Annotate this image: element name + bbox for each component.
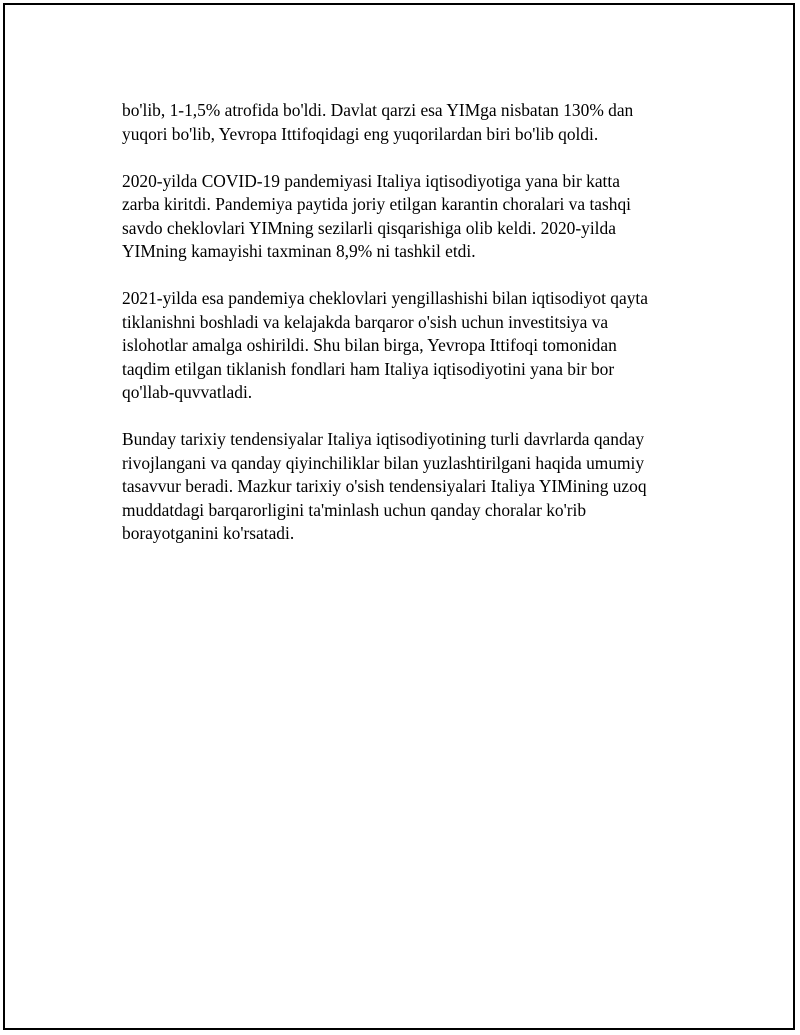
paragraph-covid-2020 [122, 170, 682, 264]
document-body [122, 99, 682, 569]
text-line: YIMning kamayishi taxminan 8,9% ni tashkil etdi. [122, 241, 476, 261]
text-line: borayotganini ko'rsatadi. [122, 523, 295, 543]
paragraph-conclusion [122, 428, 682, 546]
text-line: rivojlangani va qanday qiyinchiliklar bilan yuzlashtirilgani haqida umumiy [122, 452, 645, 473]
text-line: savdo cheklovlari YIMning sezilarli qisqarishiga olib keldi. 2020-yilda [122, 217, 616, 238]
text-line: 2021-yilda esa pandemiya cheklovlari yengillashishi bilan iqtisodiyot qayta [122, 288, 648, 308]
text-line: bo'lib, 1-1,5% atrofida bo'ldi. Davlat qarzi esa YIMga nisbatan 130% dan [122, 100, 634, 120]
text-line: taqdim etilgan tiklanish fondlari ham Italiya iqtisodiyotini yana bir bor [122, 358, 615, 379]
text-line: muddatdagi barqarorligini ta'minlash uchun qanday choralar ko'rib [122, 499, 587, 520]
text-line: 2020-yilda COVID-19 pandemiyasi Italiya iqtisodiyotiga yana bir katta [122, 170, 620, 191]
text-line: tasavvur beradi. Mazkur tarixiy o'sish tendensiyalari Italiya YIMining uzoq [122, 476, 647, 496]
text-line: zarba kiritdi. Pandemiya paytida joriy etilgan karantin choralari va tashqi [122, 194, 631, 214]
text-line: islohotlar amalga oshirildi. Shu bilan birga, Yevropa Ittifoqi tomonidan [122, 335, 617, 355]
text-line: tiklanishni boshladi va kelajakda barqaror o'sish uchun investitsiya va [122, 311, 609, 332]
paragraph-gdp-debt [122, 99, 682, 146]
text-line: Bunday tarixiy tendensiyalar Italiya iqtisodiyotining turli davrlarda qanday [122, 429, 645, 449]
text-line: yuqori bo'lib, Yevropa Ittifoqidagi eng yuqorilardan biri bo'lib qoldi. [122, 123, 599, 144]
paragraph-recovery-2021 [122, 287, 682, 405]
page-frame [3, 3, 795, 1030]
text-line: qo'llab-quvvatladi. [122, 382, 253, 402]
